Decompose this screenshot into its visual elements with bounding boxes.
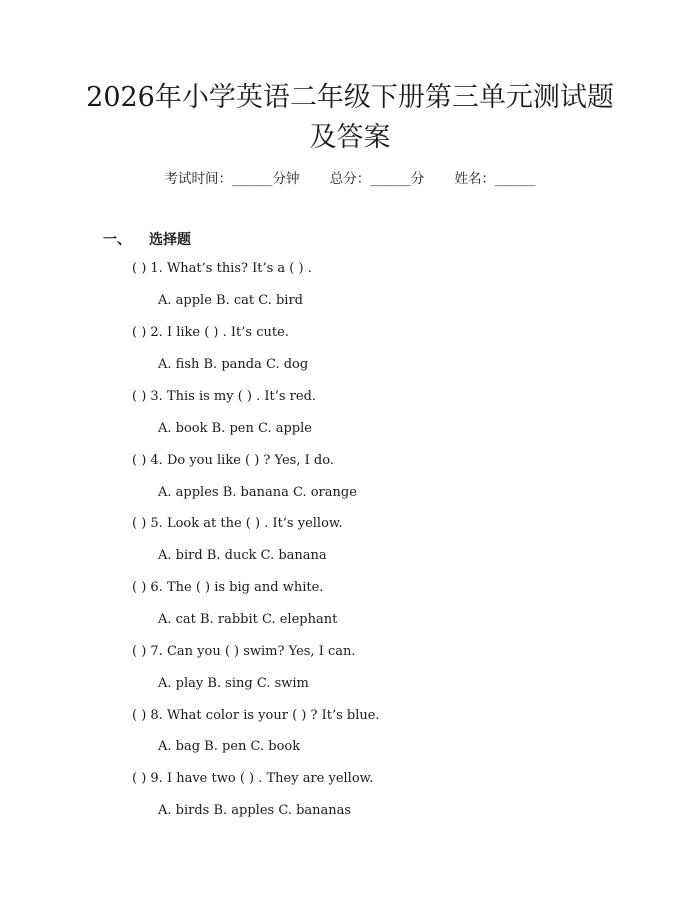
exam-time-field: 考试时间：______分钟: [164, 171, 300, 187]
question-stem: ( ) 2. I like ( ) . It’s cute.: [132, 325, 289, 340]
section-title: 选择题: [149, 232, 191, 248]
question-stem: ( ) 4. Do you like ( ) ? Yes, I do.: [132, 453, 334, 468]
question-stem: ( ) 6. The ( ) is big and white.: [132, 580, 324, 595]
question-options: A. cat B. rabbit C. elephant: [158, 612, 338, 627]
document-title: [60, 78, 640, 158]
question-stem: ( ) 7. Can you ( ) swim? Yes, I can.: [132, 644, 356, 659]
question-stem: ( ) 9. I have two ( ) . They are yellow.: [132, 771, 374, 786]
total-score-field: 总分：______分: [329, 171, 425, 187]
question-options: A. book B. pen C. apple: [158, 421, 312, 436]
title-line-2: 及答案: [309, 122, 391, 153]
student-name-field: 姓名：______: [454, 171, 536, 187]
question-options: A. play B. sing C. swim: [158, 676, 309, 691]
question-stem: ( ) 5. Look at the ( ) . It’s yellow.: [132, 516, 343, 531]
exam-info-line: [0, 167, 700, 187]
section-heading: [103, 229, 191, 249]
question-options: A. bag B. pen C. book: [158, 739, 301, 754]
question-stem: ( ) 1. What’s this? It’s a ( ) .: [132, 261, 312, 276]
question-options: A. bird B. duck C. banana: [158, 548, 327, 563]
question-options: A. apples B. banana C. orange: [158, 485, 357, 500]
question-options: A. birds B. apples C. bananas: [158, 803, 352, 818]
question-stem: ( ) 8. What color is your ( ) ? It’s blue.: [132, 708, 380, 723]
title-line-1: 2026年小学英语二年级下册第三单元测试题: [86, 82, 614, 113]
question-options: A. fish B. panda C. dog: [158, 357, 309, 372]
question-options: A. apple B. cat C. bird: [158, 293, 303, 308]
question-stem: ( ) 3. This is my ( ) . It’s red.: [132, 389, 317, 404]
section-number: 一、: [103, 232, 131, 248]
